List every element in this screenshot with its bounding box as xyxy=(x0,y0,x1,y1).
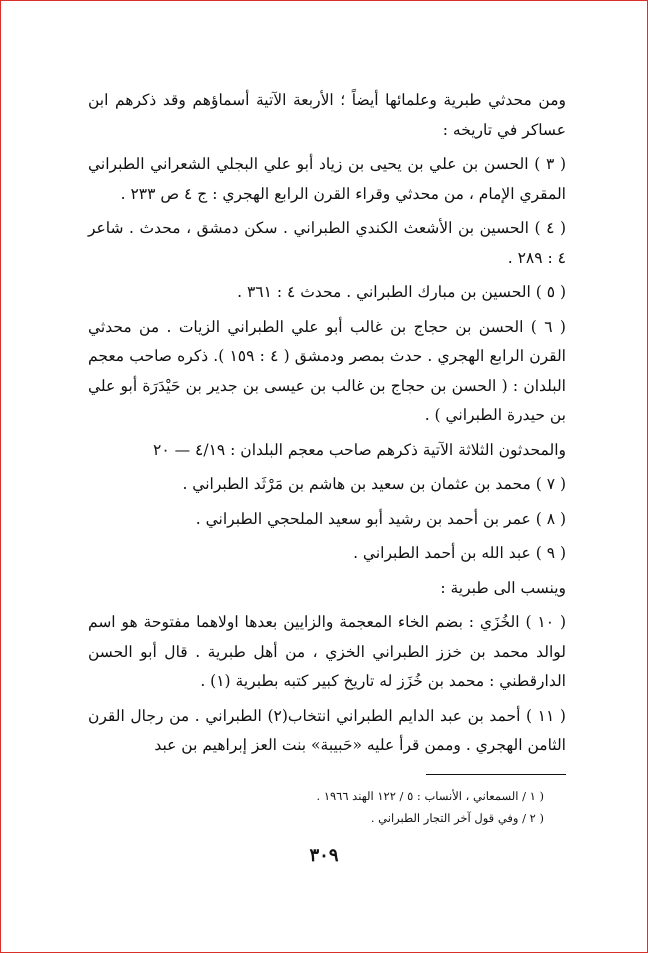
footnote-1: ( ١ / السمعاني ، الأنساب : ٥ / ١٢٢ الهند ١٩٦٦ . xyxy=(316,789,544,803)
entry-5: ( ٥ ) الحسين بن مبارك الطبراني . محدث ٤ : ٣٦١ . xyxy=(237,283,566,301)
entry-6: ( ٦ ) الحسن بن حجاج بن غالب أبو علي الطبراني الزيات . من محدثي القرن الرابع الهجري . حدث بمصر ودمشق ( ٤ : ١٥٩ ). ذكره صاحب معجم البلدان : ( الحسن بن حجاج بن غالب بن عيسى بن جدير بن حَيْدَرَة أبو علي بن حيدرة الطبراني ) . xyxy=(88,317,566,424)
paragraph-three-narrators: والمحدثون الثلاثة الآتية ذكرهم صاحب معجم البلدان : ٤/١٩ — ٢٠ xyxy=(153,440,566,459)
page-number: ٣٠٩ xyxy=(309,845,339,866)
footnote-2: ( ٢ / وفي قول آخر التجار الطبراني . xyxy=(370,811,544,825)
entry-9: ( ٩ ) عبد الله بن أحمد الطبراني . xyxy=(353,544,566,562)
footnotes xyxy=(200,785,544,829)
entry-4: ( ٤ ) الحسين بن الأشعث الكندي الطبراني . سكن دمشق ، محدث . شاعر ٤ : ٢٨٩ . xyxy=(88,219,566,267)
entry-11: ( ١١ ) أحمد بن عبد الدايم الطبراني انتخاب(٢) الطبراني . من رجال القرن الثامن الهجري . وممن قرأ عليه «حَبيبة» بنت العز إبراهيم بن عبد xyxy=(88,706,566,754)
body-text xyxy=(88,86,566,766)
paragraph-intro: ومن محدثي طبرية وعلمائها أيضاً ؛ الأربعة الآتية أسماؤهم وقد ذكرهم ابن عساكر في تاريخه : xyxy=(88,91,566,139)
entry-8: ( ٨ ) عمر بن أحمد بن رشيد أبو سعيد الملحجي الطبراني . xyxy=(195,509,566,528)
entry-3: ( ٣ ) الحسن بن علي بن يحيى بن زياد أبو علي البجلي الشعراني الطبراني المقري الإمام ، من محدثي وقراء القرن الرابع الهجري : ج ٤ ص ٢٣٣ . xyxy=(88,155,566,203)
paragraph-attribution: وينسب الى طبرية : xyxy=(440,578,566,597)
footnote-divider xyxy=(426,774,566,775)
entry-10: ( ١٠ ) الخُزَي : بضم الخاء المعجمة والزايين بعدها اولاهما مفتوحة هو اسم لوالد محمد بن خزز الطبراني الخزي ، من أهل طبرية . قال أبو الحسن الدارقطني : محمد بن خُزَز له تاريخ كبير كتبه بطبرية (١) . xyxy=(88,613,566,690)
entry-7: ( ٧ ) محمد بن عثمان بن سعيد بن هاشم بن مَرْثَد الطبراني . xyxy=(182,475,566,493)
